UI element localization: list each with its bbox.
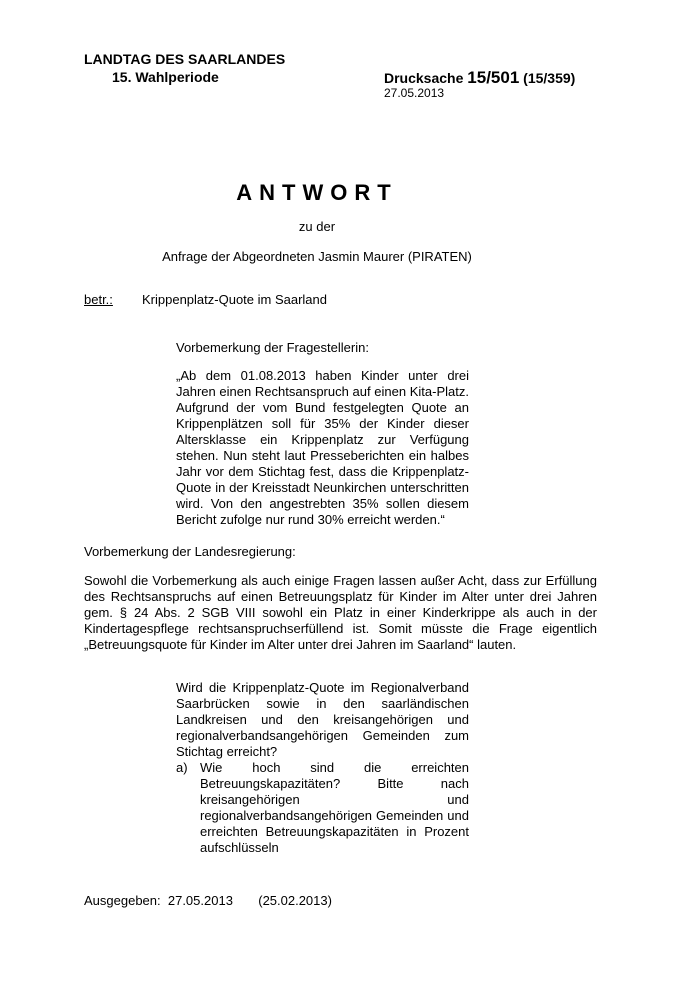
- drucksache-number: 15/501: [467, 68, 520, 87]
- document-title: ANTWORT: [236, 180, 398, 205]
- footer-original-date: (25.02.2013): [258, 893, 332, 908]
- zu-der-text: zu der: [298, 219, 336, 234]
- vorbemerkung-fragestellerin-heading: Vorbemerkung der Fragestellerin:: [176, 340, 369, 355]
- betr-label: betr.:: [84, 292, 113, 307]
- vorbemerkung-fragestellerin-text: „Ab dem 01.08.2013 haben Kinder unter drei Jahren einen Rechtsanspruch auf einen Kita-Platz. Aufgrund der vom Bund festgelegten Quote an Krippenplätzen soll für 35% der Kinder dieser Altersklasse ein Krippenplatz zur Verfügung stehen. Nun steht laut Presseberichten ein halbes Jahr vor dem Stichtag fest, dass die Krippenplatz-Quote in der Kreisstadt Neunkirchen unterschritten wird. Von den angestrebten 35% sollen diesem Bericht zufolge nur rund 30% erreicht werden.“: [176, 368, 469, 527]
- sub-question-a: [176, 760, 469, 856]
- footer-label: Ausgegeben:: [84, 893, 161, 908]
- legislative-period: 15. Wahlperiode: [112, 69, 219, 85]
- vorbemerkung-landesregierung-text: Sowohl die Vorbemerkung als auch einige Fragen lassen außer Acht, dass zur Erfüllung des Rechtsanspruchs auf einen Betreuungsplatz für Kinder im Alter unter drei Jahren gem. § 24 Abs. 2 SGB VIII sowohl ein Platz in einer Kinderkrippe als auch in der Kindertagespflege rechtsanspruchserfüllend ist. Somit müsste die Frage eigentlich „Betreuungsquote für Kinder im Alter unter drei Jahren im Saarland“ lauten.: [84, 573, 597, 652]
- footer-issued: [84, 893, 332, 908]
- question-text: Wird die Krippenplatz-Quote im Regionalverband Saarbrücken sowie in den saarländischen Landkreisen und den kreisangehörigen und regionalverbandsangehörigen Gemeinden zum Stichtag erreicht?: [176, 680, 469, 759]
- sub-question-a-text: Wie hoch sind die erreichten Betreuungskapazitäten? Bitte nach kreisangehörigen und regionalverbandsangehörigen Gemeinden und erreichten Betreuungskapazitäten in Prozent aufschlüsseln: [200, 760, 469, 855]
- anfrage-line: Anfrage der Abgeordneten Jasmin Maurer (PIRATEN): [162, 249, 472, 264]
- drucksache-line: [384, 68, 575, 88]
- sub-question-a-letter: a): [176, 760, 188, 775]
- betr-subject: Krippenplatz-Quote im Saarland: [142, 292, 327, 307]
- drucksache-ref: (15/359): [523, 70, 576, 86]
- document-date: 27.05.2013: [384, 86, 445, 100]
- footer-date: 27.05.2013: [167, 893, 233, 908]
- drucksache-label: Drucksache: [384, 70, 464, 86]
- institution-name: LANDTAG DES SAARLANDES: [84, 51, 286, 67]
- vorbemerkung-landesregierung-heading: Vorbemerkung der Landesregierung:: [84, 544, 296, 559]
